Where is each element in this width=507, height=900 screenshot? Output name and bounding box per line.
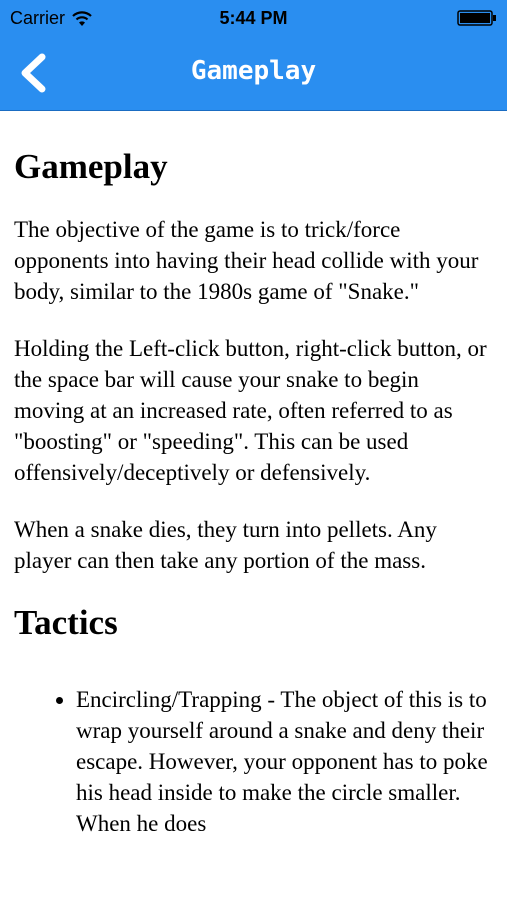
paragraph-boosting: Holding the Left-click button, right-click button, or the space bar will cause your snake to begin moving at an increased rate, often referred to as "boosting" or "speeding". This can be used offensively/deceptively or defensively.	[14, 336, 487, 485]
tactics-heading: Tactics	[14, 603, 118, 642]
carrier-label: Carrier	[10, 8, 66, 28]
article-heading: Gameplay	[14, 147, 168, 186]
article-content	[14, 110, 489, 839]
tactics-item-encircling: • Encircling/Trapping - The object of this is to wrap yourself around a snake and deny their escape. However, your opponent has to poke his head inside to make the circle smaller. When he does	[76, 684, 489, 839]
paragraph-objective: The objective of the game is to trick/force opponents into having their head collide with your body, similar to the 1980s game of "Snake."	[14, 217, 479, 304]
paragraph-pellets: When a snake dies, they turn into pellets. Any player can then take any portion of the mass.	[14, 517, 437, 573]
status-time: 5:44 PM	[219, 8, 288, 28]
tactics-list	[14, 684, 489, 839]
nav-bar	[0, 36, 507, 111]
nav-title: Gameplay	[190, 56, 317, 86]
battery-icon	[457, 10, 497, 26]
status-bar	[0, 0, 507, 36]
